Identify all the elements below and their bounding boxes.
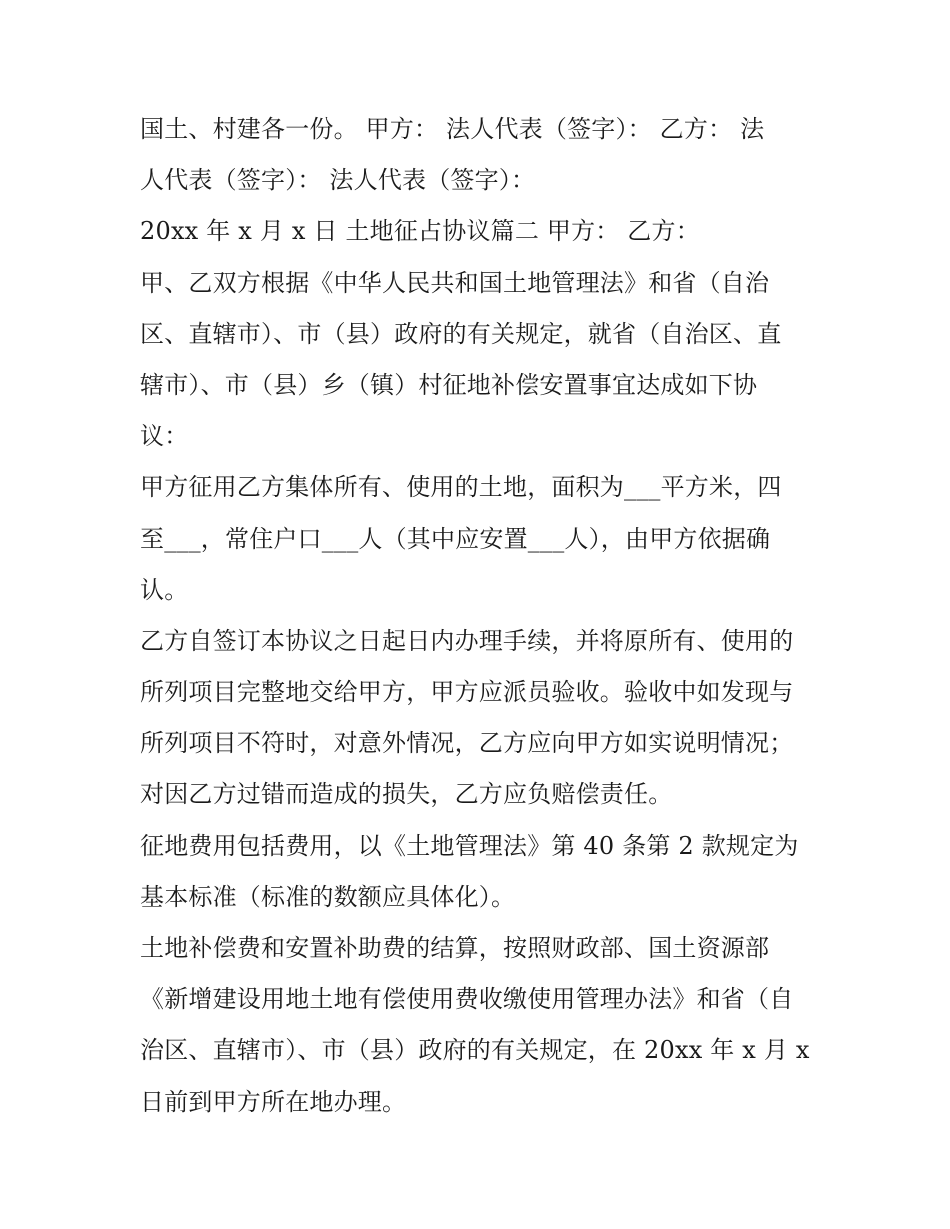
text-line: 基本标准（标准的数额应具体化）。 (140, 882, 516, 911)
text-line: 甲、乙双方根据《中华人民共和国土地管理法》和省（自治 (140, 268, 770, 297)
text-line: 对因乙方过错而造成的损失，乙方应负赔偿责任。 (140, 780, 673, 809)
text-line: 议： (140, 422, 189, 451)
text-line: 征地费用包括费用，以《土地管理法》第 40 条第 2 款规定为 (140, 831, 799, 860)
document-page (140, 104, 820, 1128)
text-line: 20xx 年 x 月 x 日 土地征占协议篇二 甲方： 乙方： (140, 217, 700, 246)
text-line: 所列项目完整地交给甲方，甲方应派员验收。验收中如发现与 (140, 678, 794, 707)
text-line: 土地补偿费和安置补助费的结算，按照财政部、国土资源部 (140, 934, 770, 962)
text-line: 甲方征用乙方集体所有、使用的土地，面积为___平方米，四 (140, 473, 782, 502)
text-line: 区、直辖市）、市（县）政府的有关规定，就省（自治区、直 (140, 319, 782, 348)
text-line: 乙方自签订本协议之日起日内办理手续，并将原所有、使用的 (140, 626, 794, 655)
text-line: 《新增建设用地土地有偿使用费收缴使用管理办法》和省（自 (140, 985, 794, 1014)
text-line: 人代表（签字）： 法人代表（签字）： (140, 166, 536, 195)
text-line: 日前到甲方所在地办理。 (140, 1087, 407, 1116)
text-line: 辖市）、市（县）乡（镇）村征地补偿安置事宜达成如下协 (140, 370, 758, 399)
text-line: 认。 (140, 575, 189, 604)
text-line: 治区、直辖市）、市（县）政府的有关规定，在 20xx 年 x 月 x (140, 1036, 810, 1065)
text-line: 所列项目不符时，对意外情况，乙方应向甲方如实说明情况； (140, 729, 794, 758)
text-line: 国土、村建各一份。 甲方： 法人代表（签字）： 乙方： 法 (140, 115, 765, 143)
text-line: 至___，常住户口___人（其中应安置___人），由甲方依据确 (140, 524, 771, 553)
